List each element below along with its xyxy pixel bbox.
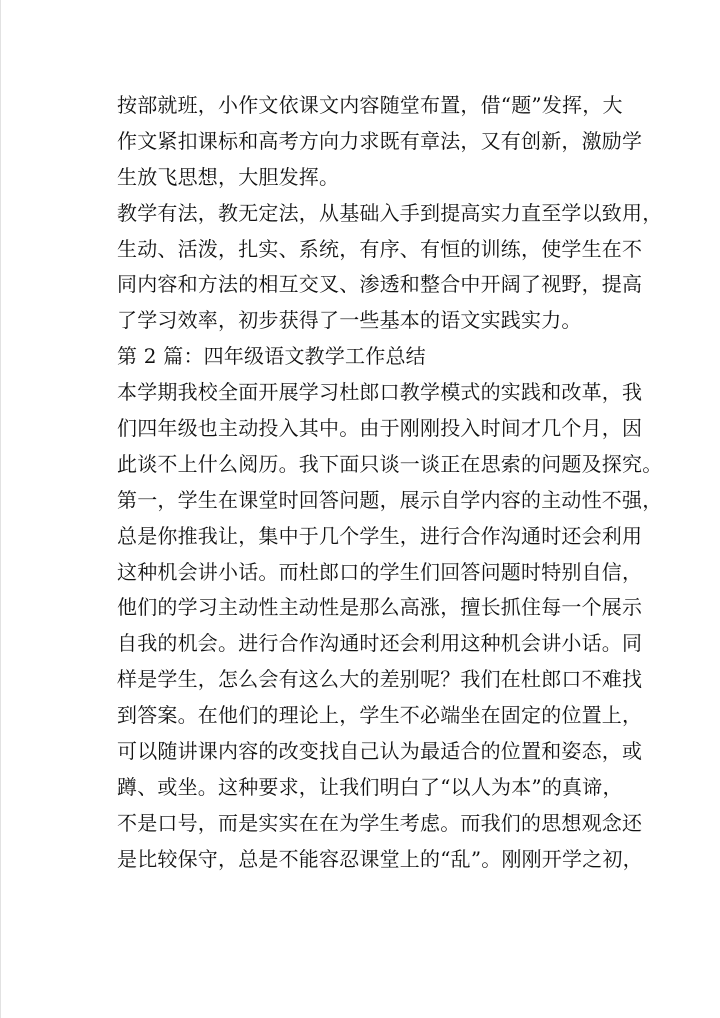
paragraph-4	[117, 483, 663, 878]
paragraph-2	[117, 196, 663, 340]
text-line: 作文紧扣课标和高考方向力求既有章法，又有创新，激励学	[117, 128, 643, 153]
text-line: 不是口号，而是实实在在为学生考虑。而我们的思想观念还	[117, 810, 643, 835]
section-heading: 第 2 篇：四年级语文教学工作总结	[117, 344, 426, 369]
text-line: 蹲、或坐。这种要求，让我们明白了“以人为本”的真谛，	[117, 774, 623, 799]
text-line: 到答案。在他们的理论上，学生不必端坐在固定的位置上，	[117, 703, 643, 728]
text-line: 此谈不上什么阅历。我下面只谈一谈正在思索的问题及探究。	[117, 451, 663, 476]
text-line: 他们的学习主动性主动性是那么高涨，擅长抓住每一个展示	[117, 595, 643, 620]
paragraph-1	[117, 88, 643, 196]
text-line: 是比较保守，总是不能容忍课堂上的“乱”。刚刚开学之初，	[117, 846, 643, 871]
text-line: 本学期我校全面开展学习杜郎口教学模式的实践和改革，我	[117, 380, 643, 405]
text-line: 样是学生，怎么会有这么大的差别呢？我们在杜郎口不难找	[117, 667, 643, 692]
text-line: 自我的机会。进行合作沟通时还会利用这种机会讲小话。同	[117, 631, 643, 656]
paragraph-3	[117, 375, 663, 483]
document-body	[117, 88, 663, 878]
text-line: 同内容和方法的相互交叉、渗透和整合中开阔了视野，提高	[117, 272, 643, 297]
text-line: 生放飞思想，大胆发挥。	[117, 164, 340, 189]
text-line: 教学有法，教无定法，从基础入手到提高实力直至学以致用，	[117, 200, 663, 225]
text-line: 们四年级也主动投入其中。由于刚刚投入时间才几个月，因	[117, 416, 643, 441]
text-line: 按部就班，小作文依课文内容随堂布置，借“题”发挥，大	[117, 93, 623, 117]
text-line: 了学习效率，初步获得了一些基本的语文实践实力。	[117, 308, 582, 333]
text-line: 总是你推我让，集中于几个学生，进行合作沟通时还会利用	[117, 523, 643, 548]
text-line: 这种机会讲小话。而杜郎口的学生们回答问题时特别自信，	[117, 559, 643, 584]
text-line: 第一，学生在课堂时回答问题，展示自学内容的主动性不强，	[117, 487, 663, 512]
text-line: 可以随讲课内容的改变找自己认为最适合的位置和姿态，或	[117, 739, 643, 764]
text-line: 生动、活泼，扎实、系统，有序、有恒的训练，使学生在不	[117, 236, 643, 261]
